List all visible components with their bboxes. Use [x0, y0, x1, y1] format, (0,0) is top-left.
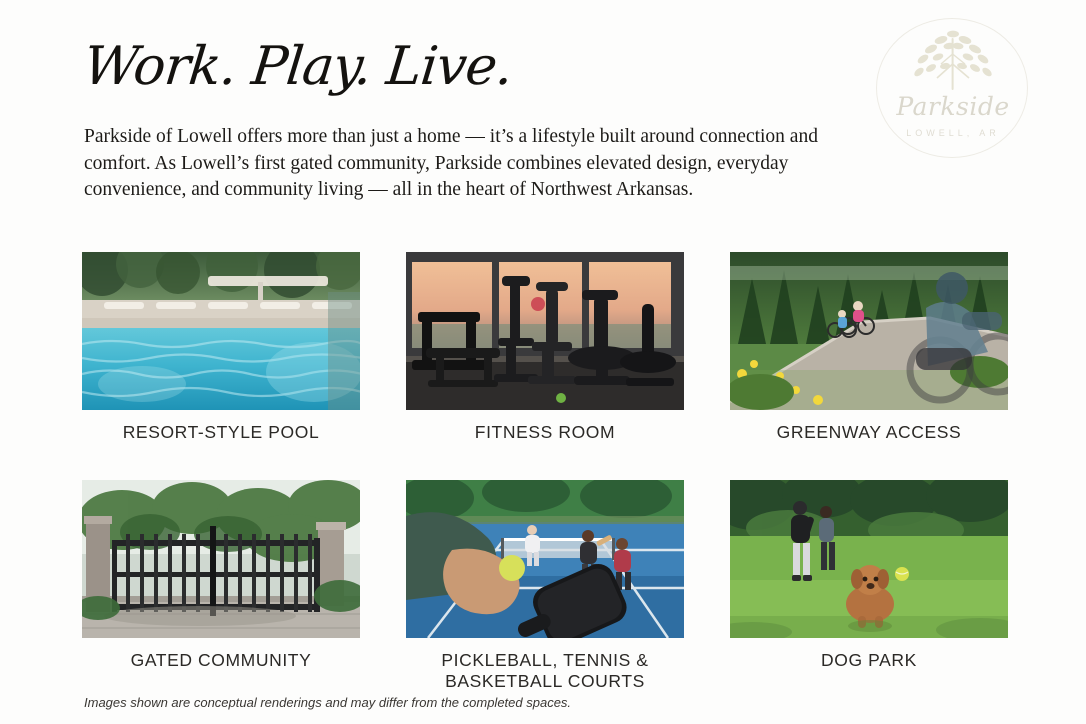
- amenity-card-courts: [406, 480, 684, 692]
- fitness-room-photo: [406, 252, 684, 410]
- amenity-caption: GATED COMMUNITY: [130, 650, 312, 670]
- amenity-caption: RESORT-STYLE POOL: [122, 422, 320, 442]
- amenity-caption: PICKLEBALL, TENNIS & BASKETBALL COURTS: [441, 650, 649, 691]
- amenity-caption: FITNESS ROOM: [474, 422, 616, 442]
- brand-logo: [868, 10, 1038, 160]
- tree-icon: [905, 24, 1001, 101]
- amenity-card-gate: [82, 480, 360, 692]
- amenity-card-fitness: [406, 252, 684, 443]
- logo-wordmark: Parkside: [896, 92, 1010, 121]
- amenity-caption: GREENWAY ACCESS: [776, 422, 962, 442]
- gate-entrance-photo: [82, 480, 360, 638]
- swimming-pool-photo: [82, 252, 360, 410]
- amenity-card-greenway: [730, 252, 1008, 443]
- pickleball-courts-photo: [406, 480, 684, 638]
- amenity-caption: DOG PARK: [821, 650, 917, 670]
- dog-park-photo: [730, 480, 1008, 638]
- page-title: Work. Play. Live.: [80, 36, 516, 97]
- disclaimer-footnote: Images shown are conceptual renderings and may differ from the completed spaces.: [84, 695, 572, 710]
- amenity-card-pool: [82, 252, 360, 443]
- amenities-grid: [82, 252, 1008, 692]
- intro-paragraph: Parkside of Lowell offers more than just a home — it’s a lifestyle built around connection and comfort. As Lowell’s first gated community, Parkside combines elevated design, everyday convenience, and community living — all in the heart of Northwest Arkansas.: [84, 126, 818, 200]
- amenity-card-dogpark: [730, 480, 1008, 692]
- logo-location: LOWELL, AR: [906, 128, 1000, 138]
- greenway-cyclists-photo: [730, 252, 1008, 410]
